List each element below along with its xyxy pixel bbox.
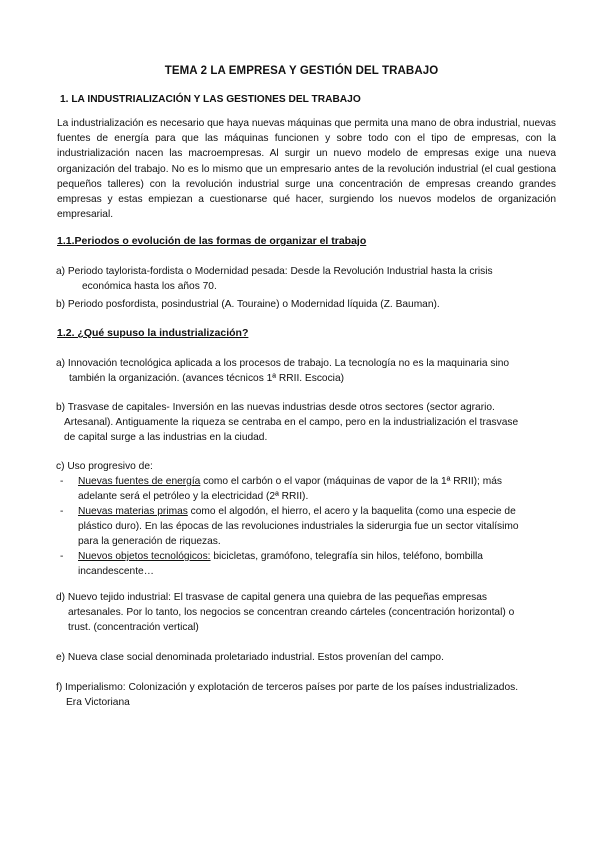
list-item-line: b) Periodo posfordista, posindustrial (A. Touraine) o Modernidad líquida (Z. Bauman). xyxy=(56,299,440,310)
list-item-line: Era Victoriana xyxy=(66,697,130,708)
sub-item-line xyxy=(78,504,558,519)
sub-item-text xyxy=(78,549,558,579)
sub-item-label: Nuevas materias primas xyxy=(78,506,188,517)
section-1-2-heading: 1.2. ¿Qué supuso la industrialización? xyxy=(57,327,249,339)
list-item-line: trust. (concentración vertical) xyxy=(68,622,199,633)
list-item-1-2-b xyxy=(56,400,556,445)
dash-bullet: - xyxy=(60,476,64,487)
list-item-1-2-d xyxy=(56,590,556,635)
list-item-line: e) Nueva clase social denominada proletariado industrial. Estos provenían del campo. xyxy=(56,652,444,663)
sub-item-label: Nuevas fuentes de energía xyxy=(78,476,201,487)
sub-item-label: Nuevos objetos tecnológicos: xyxy=(78,551,211,562)
list-item-line: f) Imperialismo: Colonización y explotación de terceros países por parte de los países industrializados. xyxy=(56,682,519,693)
sub-item-rest: bicicletas, gramófono, telegrafía sin hilos, teléfono, bombilla xyxy=(210,551,483,562)
sub-item-line: para la generación de riquezas. xyxy=(78,536,221,547)
list-item-line: c) Uso progresivo de: xyxy=(56,461,153,472)
section-1-paragraph: La industrialización es necesario que haya nuevas máquinas que permita una mano de obra industrial, nuevas fuentes de energía para que las máquinas funcionen y sobre todo con el tipo de empresas, con la industrialización nacen las macroempresas. Al surgir un nuevo modelo de empresas exige una nueva organización del trabajo. No es lo mismo que un empresario antes de la revolución industrial (el cual gestiona pequeños talleres) con la revolución industrial surge una concentración de empresas creando grandes empresas y estas empiezan a cuestionarse qué hacer, surgiendo los nuevos modelos de organización empresarial. xyxy=(57,118,556,221)
sub-item-line xyxy=(78,474,558,489)
list-item-line: económica hasta los años 70. xyxy=(82,281,217,292)
sub-item-text xyxy=(78,504,558,549)
list-item-line: a) Innovación tecnológica aplicada a los procesos de trabajo. La tecnología no es la maquinaria sino xyxy=(56,358,510,369)
list-item-1-1-b xyxy=(56,297,556,312)
sub-item-line: incandescente… xyxy=(78,566,154,577)
sub-item-text xyxy=(78,474,558,504)
list-item-line: d) Nuevo tejido industrial: El trasvase de capital genera una quiebra de las pequeñas empresas xyxy=(56,592,487,603)
list-item-1-2-a xyxy=(56,356,556,386)
sub-item-line: adelante será el petróleo y la electricidad (2ª RRII). xyxy=(78,491,309,502)
list-item-1-1-a xyxy=(56,264,556,294)
list-item-line: Artesanal). Antiguamente la riqueza se centraba en el campo, pero en la industrialización el trasvase xyxy=(64,417,519,428)
sub-item-rest: como el algodón, el hierro, el acero y la baquelita (como una especie de xyxy=(187,506,516,517)
list-item-line: de capital surge a las industrias en la ciudad. xyxy=(64,432,268,443)
sub-item-line xyxy=(78,549,558,564)
dash-bullet: - xyxy=(60,551,64,562)
section-1-1-heading: 1.1.Periodos o evolución de las formas de organizar el trabajo xyxy=(57,235,367,247)
list-item-line: también la organización. (avances técnicos 1ª RRII. Escocia) xyxy=(69,373,344,384)
list-item-line: b) Trasvase de capitales- Inversión en las nuevas industrias desde otros sectores (sector agrario. xyxy=(56,402,495,413)
section-1-heading: 1. LA INDUSTRIALIZACIÓN Y LAS GESTIONES DEL TRABAJO xyxy=(60,94,361,105)
list-item-1-2-e xyxy=(56,650,556,665)
list-item-line: a) Periodo taylorista-fordista o Modernidad pesada: Desde la Revolución Industrial hasta la crisis xyxy=(56,266,493,277)
sub-item-line: plástico duro). En las épocas de las revoluciones industriales la siderurgia fue un sector vitalísimo xyxy=(78,521,519,532)
page-title: TEMA 2 LA EMPRESA Y GESTIÓN DEL TRABAJO xyxy=(164,65,439,77)
list-item-1-2-c xyxy=(56,459,556,474)
dash-bullet: - xyxy=(60,506,64,517)
sub-item-rest: como el carbón o el vapor (máquinas de vapor de la 1ª RRII); más xyxy=(200,476,502,487)
list-item-line: artesanales. Por lo tanto, los negocios se concentran creando cárteles (concentración horizontal) o xyxy=(68,607,515,618)
list-item-1-2-f xyxy=(56,680,556,710)
